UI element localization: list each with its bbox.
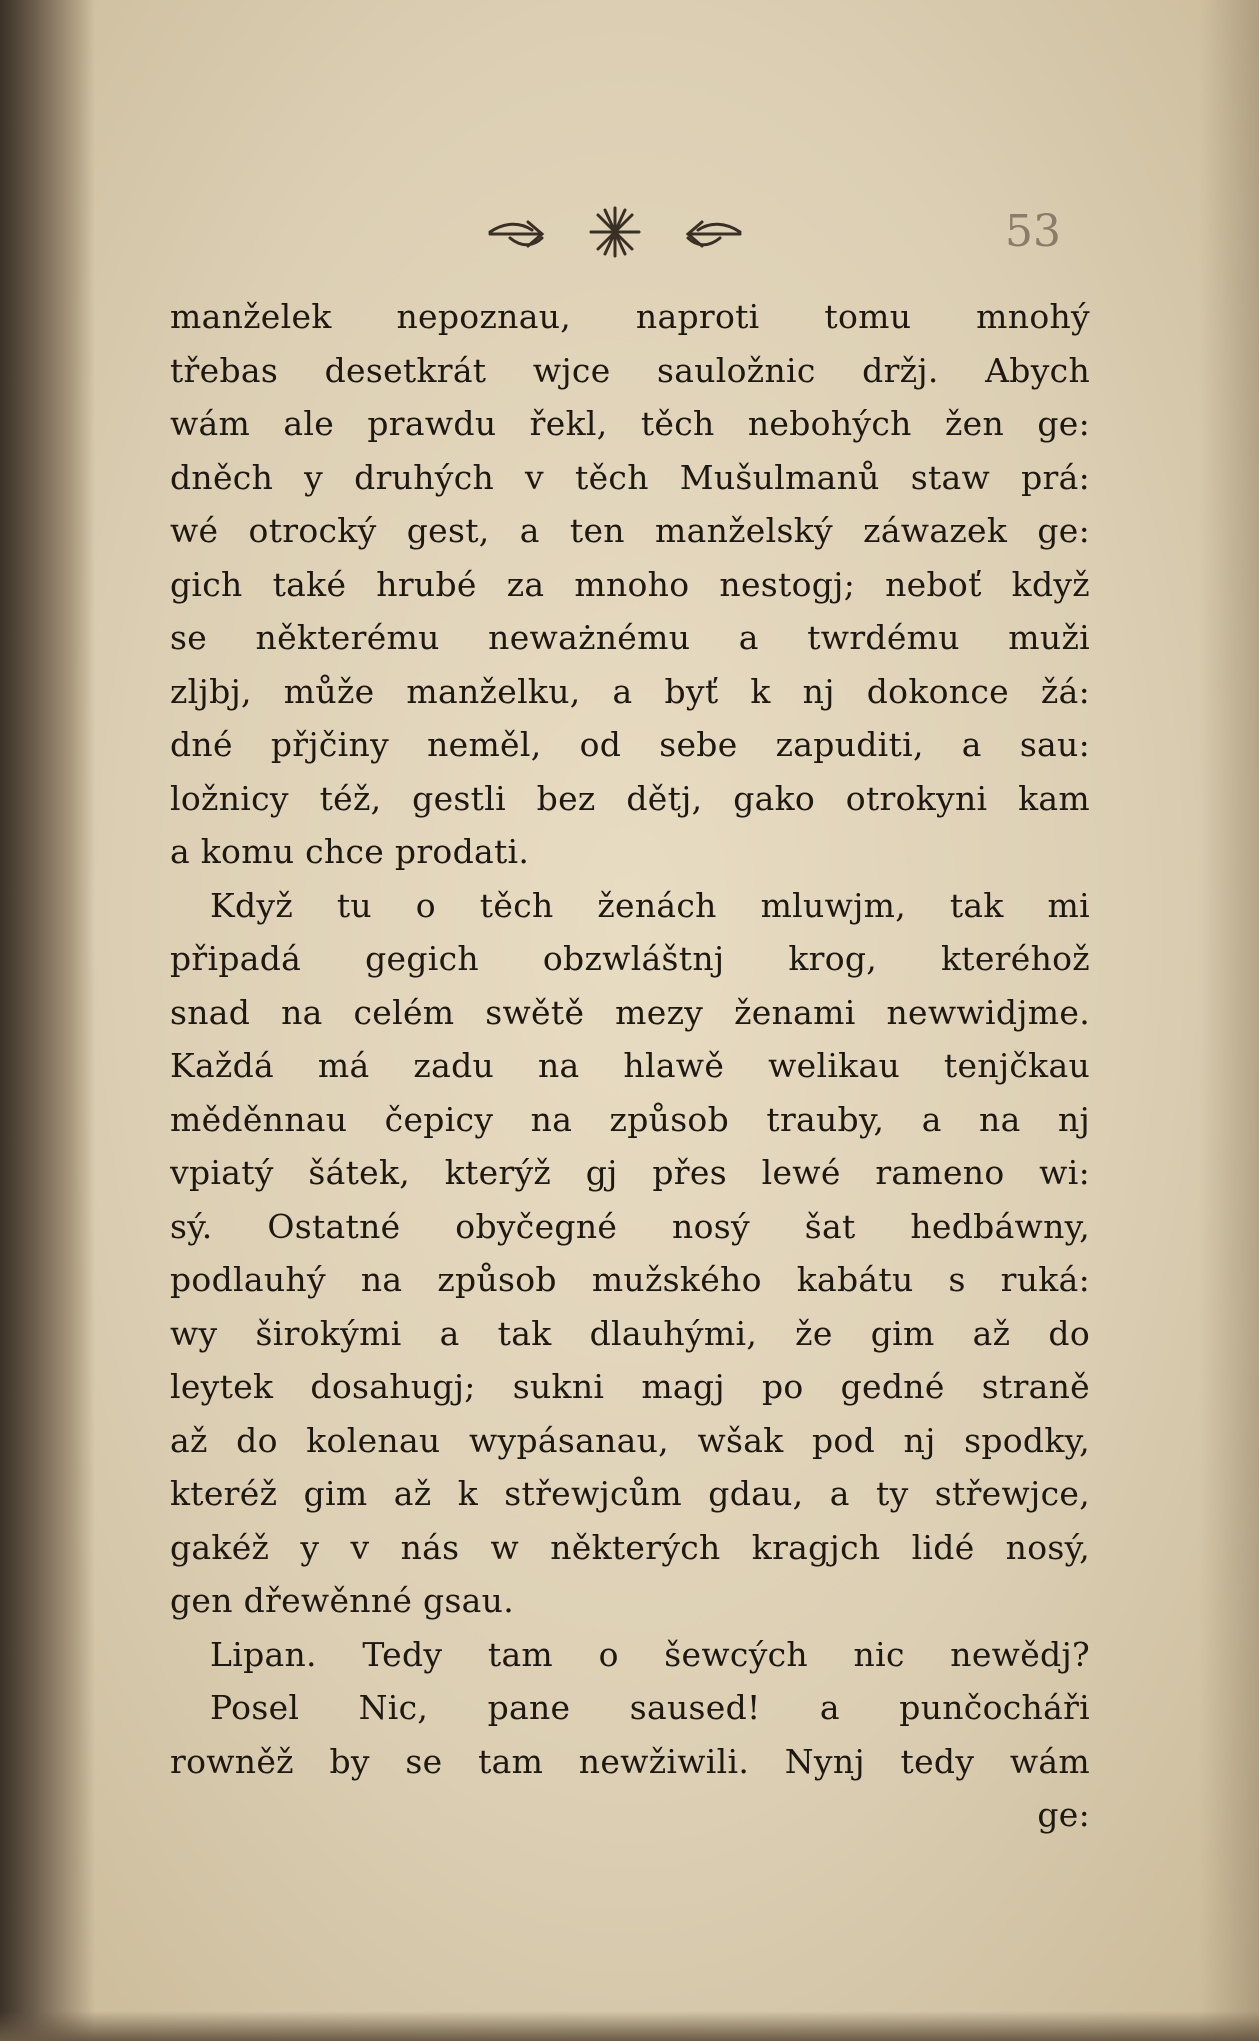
text-line: ložnicy též, gestli bez dětj, gako otrokyni kam [170,778,1090,818]
text-line: Když tu o těch ženách mluwjm, tak mi [210,885,1090,925]
text-line: a komu chce prodati. [170,832,530,871]
text-line: Posel Nic, pane saused! a punčocháři [210,1688,1090,1727]
page-edge-shadow [1199,0,1259,2041]
text-line: třebas desetkrát wjce sauložnic držj. Abych [170,350,1090,390]
text-line: gen dřewěnné gsau. [170,1581,515,1620]
body-text [170,290,1090,1842]
text-line: wám ale prawdu řekl, těch nebohých žen ge: [170,404,1090,443]
page-bottom-edge [0,2011,1259,2041]
text-line: rowněž by se tam newžiwili. Nynj tedy wám [170,1741,1090,1781]
text-line: kteréž gim až k střewjcům gdau, a ty střewjce, [170,1474,1090,1513]
text-line: Lipan. Tedy tam o šewcých nic newědj? [210,1634,1090,1674]
text-line: dněch y druhých v těch Mušulmanů staw prá: [170,457,1090,497]
text-line: připadá gegich obzwláštnj krog, kteréhož [170,939,1090,978]
page-number: 53 [1005,206,1061,257]
text-line: vpiatý šátek, kterýž gj přes lewé rameno wi: [170,1153,1090,1192]
text-line: sý. Ostatné obyčegné nosý šat hedbáwny, [170,1206,1090,1246]
text-line: leytek dosahugj; sukni magj po gedné straně [170,1367,1090,1406]
fleuron-ornament-icon [470,200,760,260]
text-line: podlauhý na způsob mužského kabátu s ruká: [170,1260,1090,1299]
page-gutter-shadow [0,0,95,2041]
text-line: se některému neważnému a twrdému muži [170,618,1090,657]
catchword: ge: [1037,1795,1090,1834]
page-header [0,200,1259,260]
text-line: gich také hrubé za mnoho nestogj; neboť když [170,564,1090,604]
text-line: wy širokými a tak dlauhými, že gim až do [170,1313,1090,1353]
text-line: gakéž y v nás w některých kragjch lidé nosý, [170,1527,1090,1567]
text-line: měděnnau čepicy na způsob trauby, a na nj [170,1099,1090,1139]
text-line: dné přjčiny neměl, od sebe zapuditi, a sau: [170,725,1090,764]
text-line: wé otrocký gest, a ten manželský záwazek ge: [170,511,1090,550]
text-line: až do kolenau wypásanau, wšak pod nj spodky, [170,1420,1090,1460]
text-line: manželek nepoznau, naproti tomu mnohý [170,297,1090,336]
text-line: Každá má zadu na hlawě welikau tenjčkau [170,1046,1090,1085]
text-line: zljbj, může manželku, a byť k nj dokonce žá: [170,671,1090,711]
text-line: snad na celém swětě mezy ženami newwidjme. [170,992,1090,1032]
